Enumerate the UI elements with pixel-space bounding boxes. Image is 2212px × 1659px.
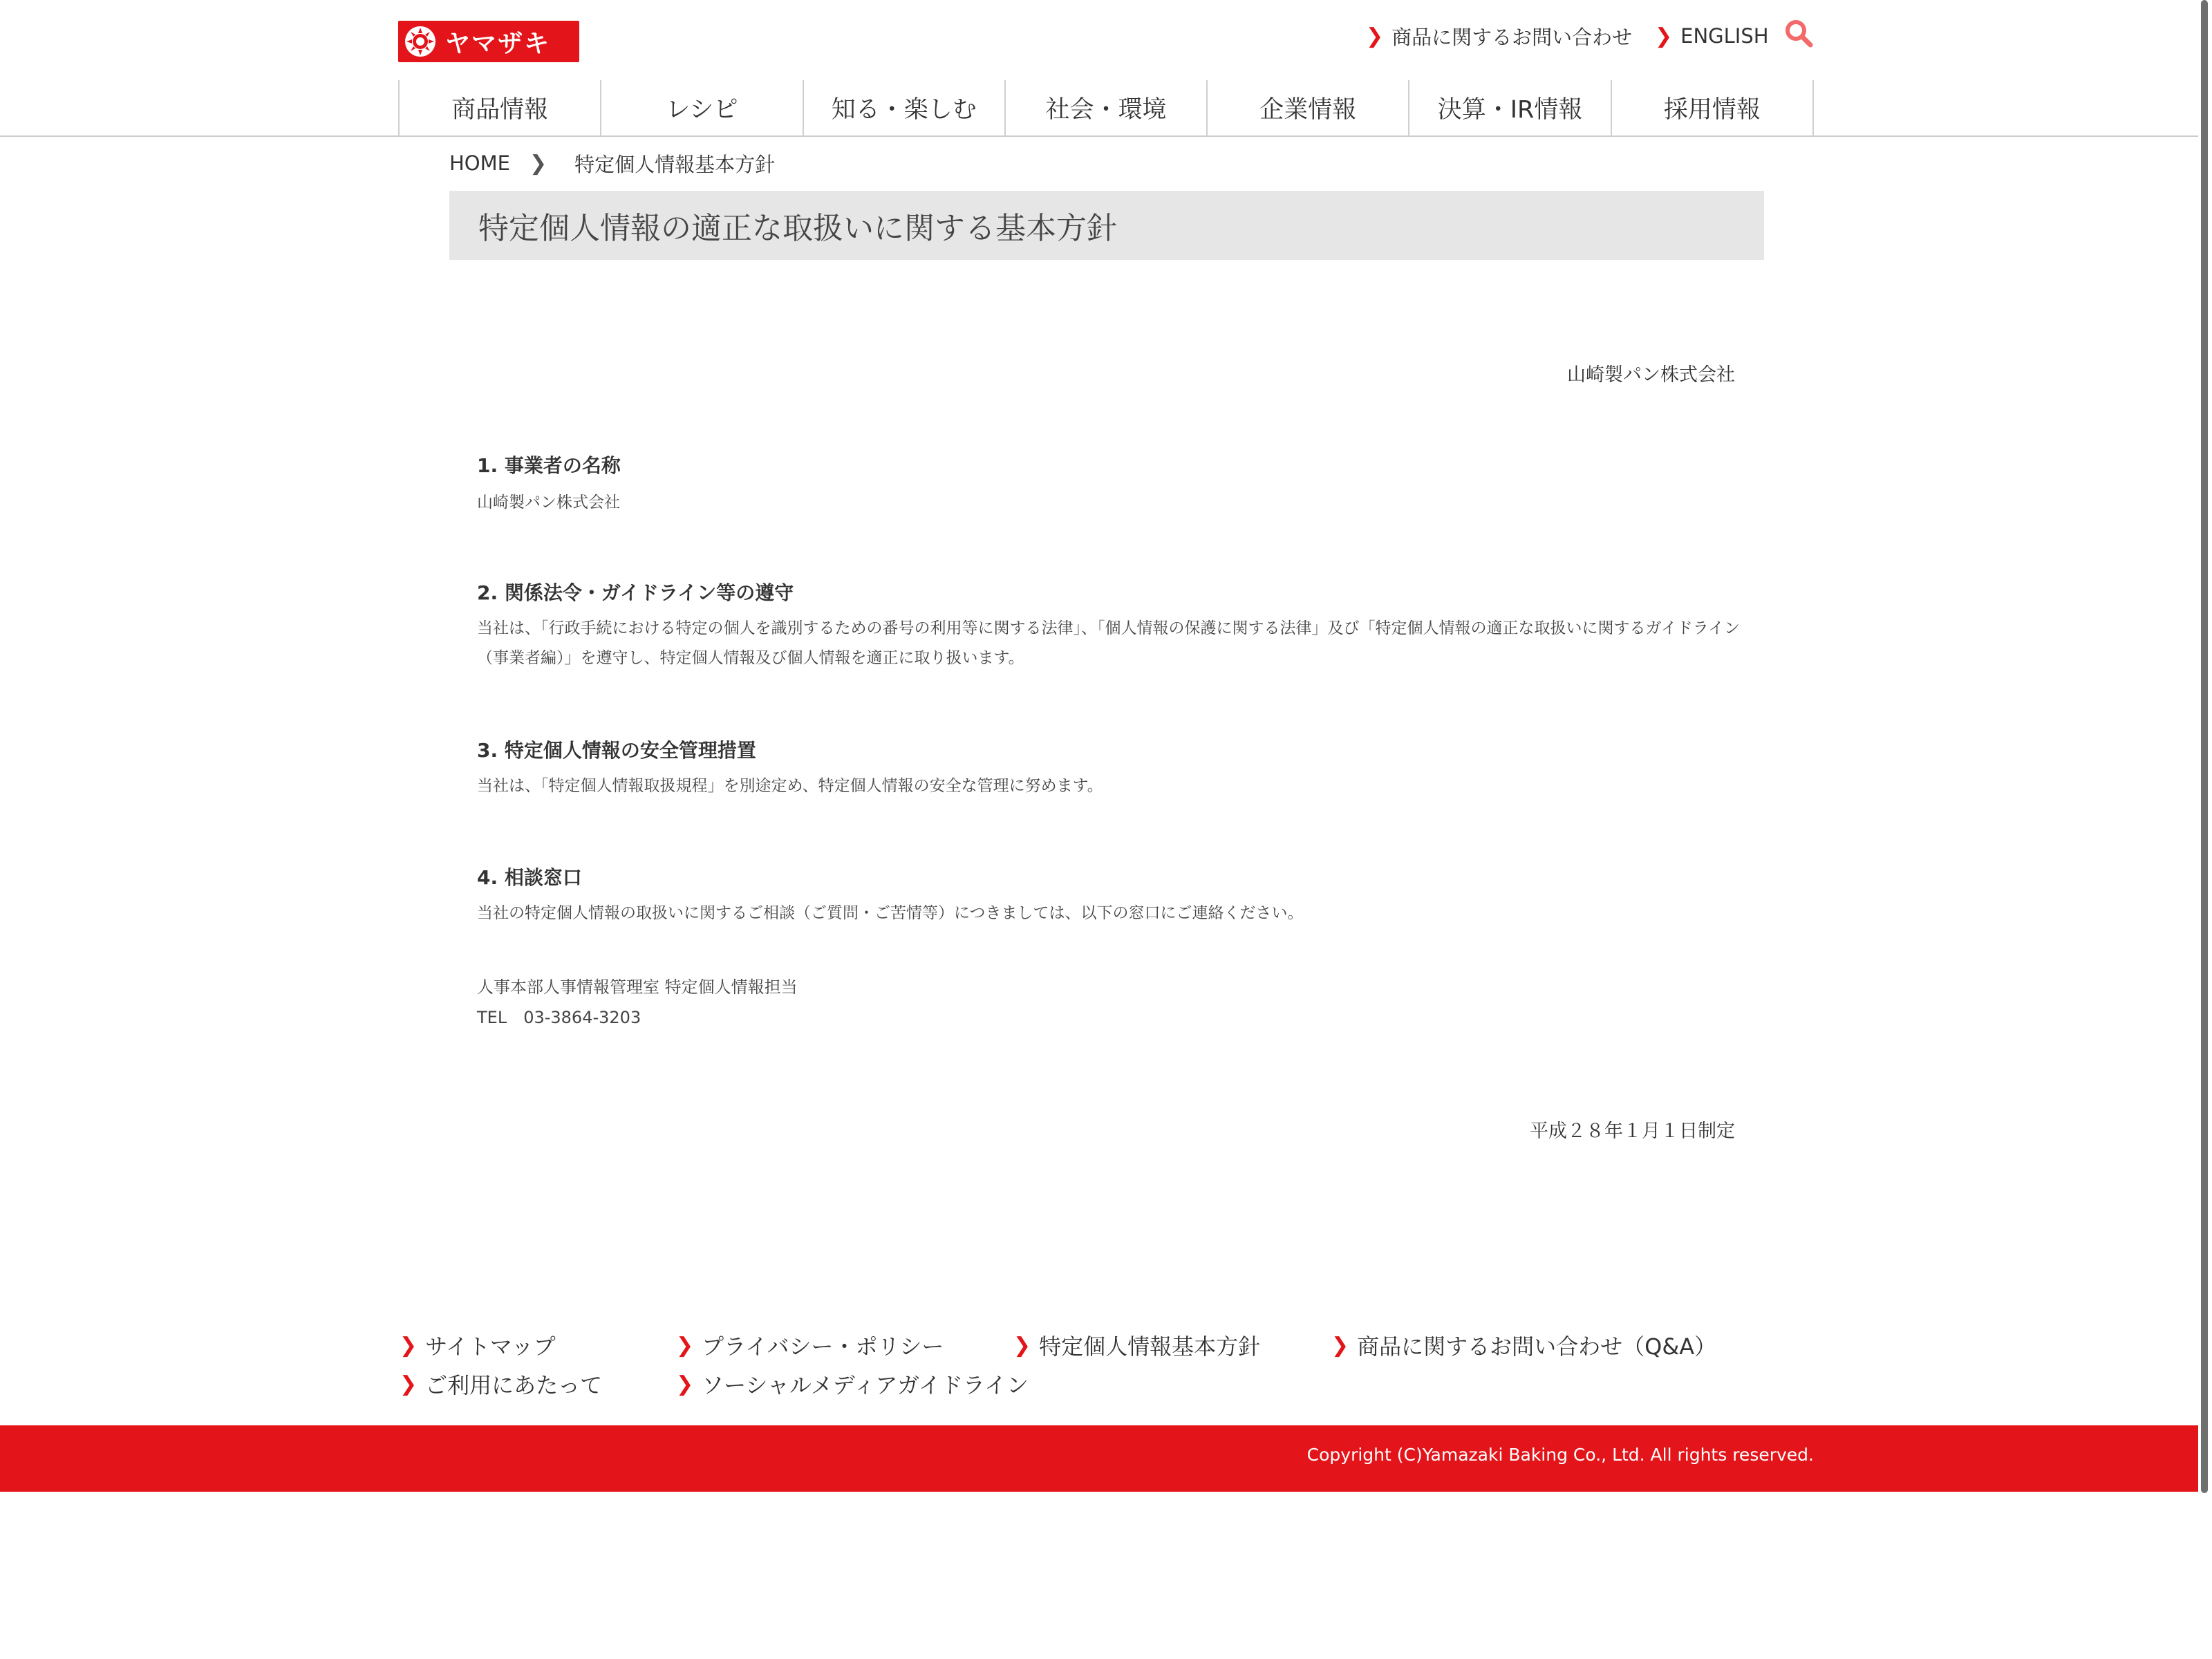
chevron-right-icon: ❯ xyxy=(400,1333,418,1358)
footer-link-terms[interactable] xyxy=(400,1369,602,1399)
page-title-box xyxy=(449,191,1764,260)
chevron-right-icon: ❯ xyxy=(1366,24,1384,48)
nav-item-society-environment[interactable]: 社会・環境 xyxy=(1004,80,1206,135)
footer-link-label: プライバシー・ポリシー xyxy=(702,1333,944,1360)
footer-link-label: ソーシャルメディアガイドライン xyxy=(702,1372,1029,1398)
section-3-body: 当社は、「特定個人情報取扱規程」を別途定め、特定個人情報の安全な管理に努めます。 xyxy=(477,777,1103,795)
english-link[interactable] xyxy=(1655,21,1769,51)
section-4-body: 当社の特定個人情報の取扱いに関するご相談（ご質問・ご苦情等）につきましては、以下の窓口にご連絡ください。 xyxy=(477,904,1304,922)
section-1-heading: 1. 事業者の名称 xyxy=(477,454,621,477)
yamazaki-logo[interactable] xyxy=(398,21,579,62)
footer-link-label: ご利用にあたって xyxy=(425,1372,603,1398)
logo-text: ヤマザキ xyxy=(445,29,551,58)
breadcrumb-home[interactable]: HOME xyxy=(449,151,510,175)
enacted-date: 平成２８年１月１日制定 xyxy=(1530,1121,1735,1142)
section-4-heading: 4. 相談窓口 xyxy=(477,866,582,889)
chevron-right-icon: ❯ xyxy=(400,1371,418,1396)
scrollbar-thumb[interactable] xyxy=(2201,0,2208,1493)
breadcrumb-current: 特定個人情報基本方針 xyxy=(574,152,776,176)
copyright: Copyright (C)Yamazaki Baking Co., Ltd. All rights reserved. xyxy=(1306,1445,1814,1465)
footer-link-label: 商品に関するお問い合わせ（Q&A） xyxy=(1357,1333,1717,1360)
section-3-heading: 3. 特定個人情報の安全管理措置 xyxy=(477,739,756,762)
footer-link-privacy[interactable] xyxy=(676,1330,944,1360)
product-inquiry-label: 商品に関するお問い合わせ xyxy=(1391,25,1633,49)
nav-item-products[interactable]: 商品情報 xyxy=(398,80,600,135)
chevron-right-icon: ❯ xyxy=(1013,1333,1031,1358)
footer-link-label: 特定個人情報基本方針 xyxy=(1039,1333,1261,1360)
footer-link-sitemap[interactable] xyxy=(400,1330,556,1360)
nav-divider xyxy=(0,135,2212,137)
nav-item-learn-enjoy[interactable]: 知る・楽しむ xyxy=(803,80,1004,135)
section-2-heading: 2. 関係法令・ガイドライン等の遵守 xyxy=(477,581,794,604)
footer-bar xyxy=(0,1425,2212,1492)
section-2-body: 当社は、「行政手続における特定の個人を識別するための番号の利用等に関する法律」、「個人情報の保護に関する法律」及び「特定個人情報の適正な取扱いに関するガイドライン（事業者編）」を遵守し、特定個人情報及び個人情報を適正に取り扱います。 xyxy=(477,619,1741,667)
contact-department: 人事本部人事情報管理室 特定個人情報担当 xyxy=(477,977,798,997)
chevron-right-icon: ❯ xyxy=(529,151,547,176)
footer-link-specific-personal-info[interactable] xyxy=(1013,1330,1260,1360)
nav-item-ir[interactable]: 決算・IR情報 xyxy=(1408,80,1610,135)
chevron-right-icon: ❯ xyxy=(1331,1333,1349,1358)
footer-link-product-qa[interactable] xyxy=(1331,1330,1716,1360)
global-nav xyxy=(398,80,1814,135)
contact-tel: TEL 03-3864-3203 xyxy=(477,1008,641,1027)
chevron-right-icon: ❯ xyxy=(1655,24,1673,48)
nav-item-recruit[interactable]: 採用情報 xyxy=(1611,80,1814,135)
footer-link-social-media-guideline[interactable] xyxy=(676,1369,1029,1399)
product-inquiry-link[interactable] xyxy=(1366,21,1632,51)
breadcrumb xyxy=(449,148,775,178)
sun-logo-icon xyxy=(404,25,437,58)
company-name: 山崎製パン株式会社 xyxy=(1567,364,1735,386)
nav-item-corporate[interactable]: 企業情報 xyxy=(1206,80,1408,135)
section-1-body: 山崎製パン株式会社 xyxy=(477,494,620,512)
chevron-right-icon: ❯ xyxy=(676,1371,694,1396)
chevron-right-icon: ❯ xyxy=(676,1333,694,1358)
page-title: 特定個人情報の適正な取扱いに関する基本方針 xyxy=(478,211,1117,246)
search-icon[interactable] xyxy=(1783,18,1814,48)
english-label: ENGLISH xyxy=(1680,24,1769,48)
footer-link-label: サイトマップ xyxy=(425,1333,556,1360)
nav-item-recipes[interactable]: レシピ xyxy=(600,80,802,135)
